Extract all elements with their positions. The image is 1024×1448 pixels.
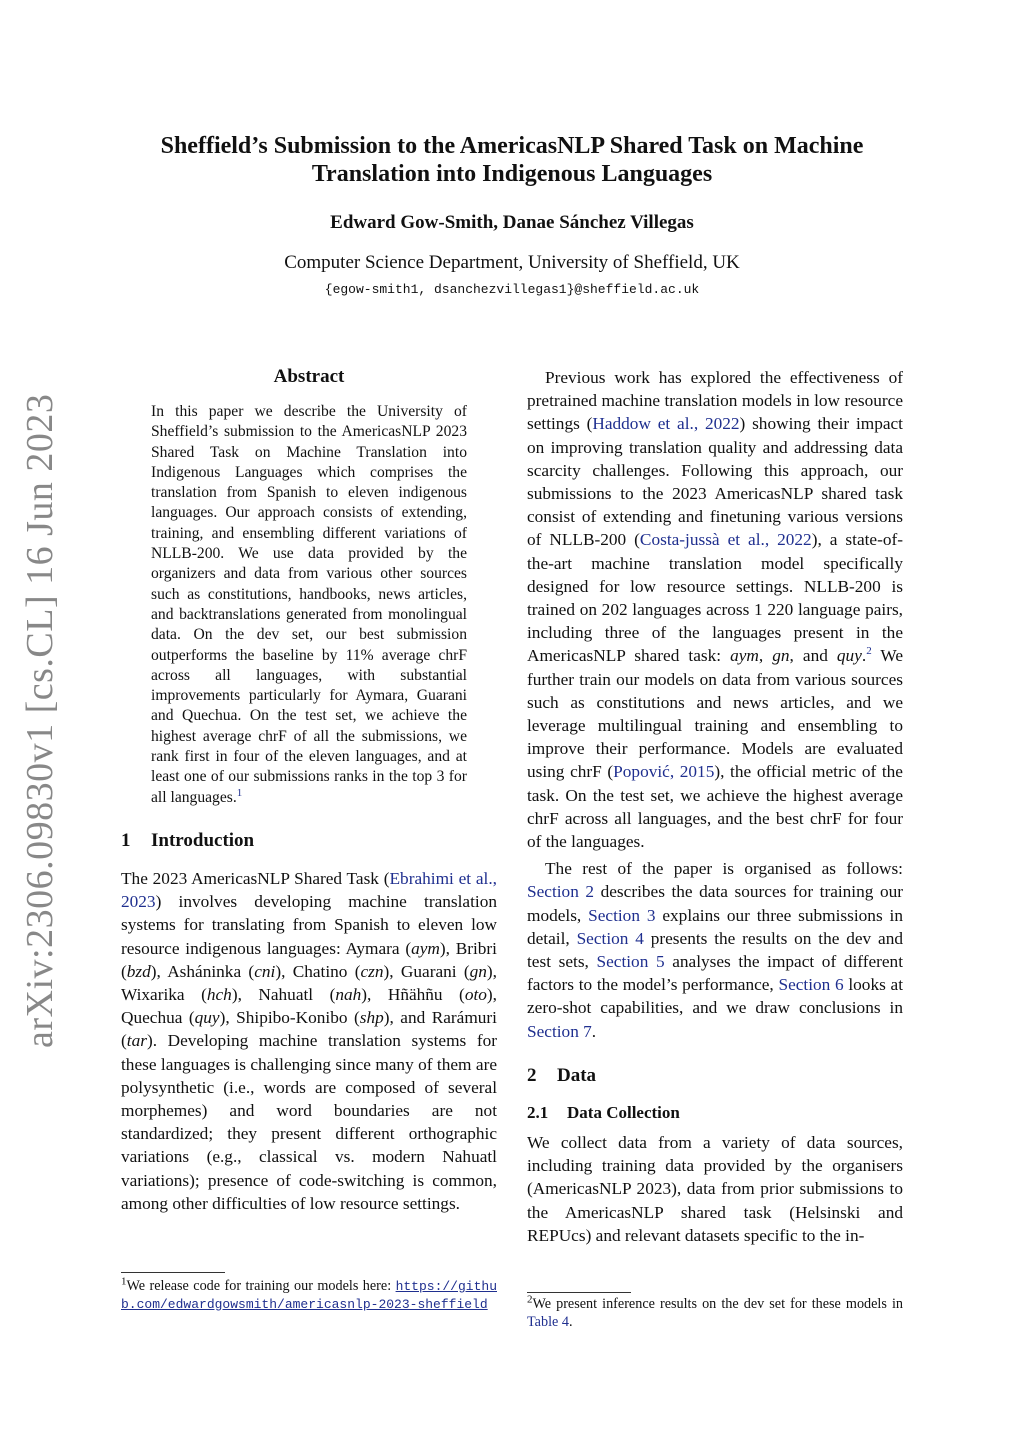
citation-haddow[interactable]: Haddow et al., 2022 <box>592 414 740 434</box>
footnote-1-url[interactable]: https://github.com/edwardgowsmith/americasnlp-2023-sheffield <box>121 1279 497 1312</box>
section-2-heading <box>527 1065 903 1087</box>
author-email: {egow-smith1, dsanchezvillegas1}@sheffield.ac.uk <box>324 282 700 297</box>
paragraph-organisation: The rest of the paper is organised as follows: Section 2 describes the data sources for training our models, Section 3 explains our three submissions in detail, Section 4 presents the results on the dev and test sets, Section 5 analyses the impact of different factors to the model’s performance, Section 6 looks at zero-shot capabilities, and we draw conclusions in Section 7. <box>527 859 904 1041</box>
footnote-1-link[interactable]: 1 <box>236 786 243 799</box>
footnote-1: $^1$We release code for training our models here: https://github.com/edwardgowsmith/americasnlp-2023-sheffield <box>121 1275 497 1312</box>
table-4-link[interactable]: Table 4 <box>527 1313 569 1330</box>
section-3-link[interactable]: Section 3 <box>588 905 656 925</box>
section-number: 2 <box>527 1064 537 1086</box>
left-column <box>121 366 497 1215</box>
section-number: 1 <box>121 829 131 851</box>
subsection-2-1-heading <box>527 1103 903 1123</box>
citation-popovic[interactable]: Popović, 2015 <box>613 762 715 782</box>
paper-title <box>120 132 904 188</box>
section-2-link[interactable]: Section 2 <box>527 882 595 902</box>
footnote-2-link[interactable]: 2 <box>866 645 872 658</box>
subsection-number: 2.1 <box>527 1102 549 1122</box>
title-line-1: Sheffield’s Submission to the AmericasNLP Shared Task on Machine <box>160 133 864 159</box>
section-5-link[interactable]: Section 5 <box>596 952 665 972</box>
abstract-text: In this paper we describe the University of Sheffield’s submission to the AmericasNLP 2023 Shared Task on Machine Translation into Indigenous Languages which comprises the translation from Spanish to eleven indigenous languages. Our approach consists of extending, training, and ensembling different variations of NLLB-200. We use data provided by the organizers and data from various other sources such as constitutions, handbooks, news articles, and backtranslations generated from monolingual data. On the dev set, our best submission outperforms the baseline by 11% average chrF across all languages, with substantial improvements particularly for Aymara, Guarani and Quechua. On the test set, we achieve the highest average chrF of all the submissions, we rank first in four of the eleven languages, and at least one of our submissions ranks in the top 3 for all languages.$^1$ <box>151 403 467 806</box>
footnote-rule-right <box>527 1292 631 1293</box>
citation-costa-jussa[interactable]: Costa-jussà et al., 2022 <box>639 530 812 550</box>
citation-ebrahimi[interactable]: Ebrahimi et al., 2023 <box>121 868 497 912</box>
section-title: Data <box>557 1064 597 1086</box>
section-6-link[interactable]: Section 6 <box>778 975 844 995</box>
affiliation: Computer Science Department, University of Sheffield, UK <box>284 252 740 273</box>
arxiv-identifier: arXiv:2306.09830v1 [cs.CL] 16 Jun 2023 <box>19 393 61 1048</box>
intro-paragraph: The 2023 AmericasNLP Shared Task (Ebrahimi et al., 2023) involves developing machine translation systems for translating from Spanish to eleven low resource indigenous languages: Aymara (aym), Bribri (bzd), Asháninka (cni), Chatino (czn), Guarani (gn), Wixarika (hch), Nahuatl (nah), Hñähñu (oto), Quechua (quy), Shipibo-Konibo (shp), and Rarámuri (tar). Developing machine translation systems for these languages is challenging since many of them are polysynthetic (i.e., words are composed of several morphemes) and word boundaries are not standardized; they present different orthographic variations (e.g., classical vs. modern Nahuatl variations); presence of code-switching is common, among other difficulties of low resource settings. <box>121 868 497 1213</box>
title-line-2: Translation into Indigenous Languages <box>311 161 713 187</box>
paragraph-data-collection: We collect data from a variety of data sources, including training data provided by the organisers (AmericasNLP 2023), data from prior submissions to the AmericasNLP shared task (Helsinski and REPUcs) and relevant datasets specific to the in- <box>527 1132 903 1245</box>
section-1-heading <box>121 830 497 852</box>
subsection-title: Data Collection <box>567 1102 680 1122</box>
right-column <box>527 366 903 1247</box>
section-title: Introduction <box>151 829 255 851</box>
footnote-2: $^2$We present inference results on the dev set for these models in Table 4. <box>527 1293 903 1330</box>
section-7-link[interactable]: Section 7 <box>527 1021 592 1041</box>
authors: Edward Gow-Smith, Danae Sánchez Villegas <box>330 212 694 233</box>
section-4-link[interactable]: Section 4 <box>576 928 644 948</box>
paragraph-previous-work: Previous work has explored the effectiveness of pretrained machine translation models in low resource settings (Haddow et al., 2022) showing their impact on improving translation quality and addressing data scarcity challenges. Following this approach, our submissions to the 2023 AmericasNLP shared task consist of extending and finetuning various versions of NLLB-200 (Costa-jussà et al., 2022), a state-of-the-art machine translation model specifically designed for low resource settings. NLLB-200 is trained on 202 languages across 1 220 language pairs, including three of the languages present in the AmericasNLP shared task: aym, gn, and quy.$^2$ We further train our models on data from various sources such as constitutions and news articles, and we leverage multilingual training and ensembling to improve their performance. Models are evaluated using chrF (Popović, 2015), the official metric of the task. On the test set, we achieve the highest average chrF across all languages, and the best chrF for four of the languages. <box>527 368 904 852</box>
abstract-heading: Abstract <box>273 366 345 387</box>
footnote-rule-left <box>121 1272 225 1273</box>
